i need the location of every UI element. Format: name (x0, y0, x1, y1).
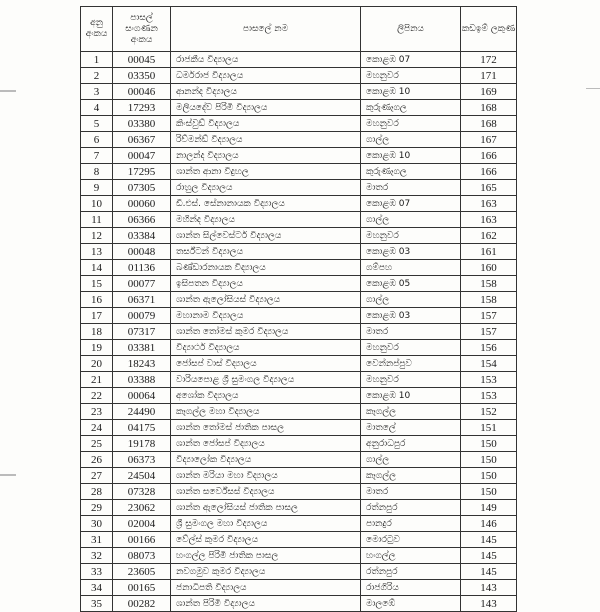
address-cell: කොළඹ 05 (361, 276, 461, 292)
census-code-cell: 00079 (113, 308, 171, 324)
table-row (81, 404, 517, 420)
serial-no-cell: 21 (81, 372, 113, 388)
table-row (81, 100, 517, 116)
address-cell: ගාල්ල (361, 452, 461, 468)
serial-no-cell: 23 (81, 404, 113, 420)
address-cell: වෙන්නප්පුව (361, 356, 461, 372)
table-row (81, 324, 517, 340)
table-row (81, 68, 517, 84)
serial-no-cell: 29 (81, 500, 113, 516)
address-cell: මොරටුව (361, 532, 461, 548)
census-code-cell: 24490 (113, 404, 171, 420)
cutoff-mark-cell: 150 (461, 436, 517, 452)
address-cell: ගාල්ල (361, 212, 461, 228)
table-row (81, 116, 517, 132)
table-row (81, 196, 517, 212)
census-code-cell: 03350 (113, 68, 171, 84)
cutoff-mark-cell: 154 (461, 356, 517, 372)
serial-no-cell: 34 (81, 580, 113, 596)
address-cell: කොළඹ 10 (361, 388, 461, 404)
census-code-cell: 17293 (113, 100, 171, 116)
census-code-cell: 07305 (113, 180, 171, 196)
address-cell: රත්නපුර (361, 564, 461, 580)
address-cell: කොළඹ 07 (361, 52, 461, 68)
census-code-cell: 00045 (113, 52, 171, 68)
table-row (81, 164, 517, 180)
serial-no-cell: 10 (81, 196, 113, 212)
table-row (81, 52, 517, 68)
school-name-cell: ශාන්ත ආනා විදුහල (171, 164, 361, 180)
header-census-code: පාසල් සංගණන අංකය (113, 7, 171, 52)
table-row (81, 372, 517, 388)
table-row (81, 228, 517, 244)
address-cell: මාතලේ (361, 420, 461, 436)
school-name-cell: ඩී.එස්. සේනානායක විද්‍යාලය (171, 196, 361, 212)
census-code-cell: 00165 (113, 580, 171, 596)
school-name-cell: හංගල්ල පිරිමි ජාතික පාසල (171, 548, 361, 564)
cutoff-mark-cell: 143 (461, 580, 517, 596)
table-row (81, 388, 517, 404)
census-code-cell: 03380 (113, 116, 171, 132)
address-cell: කුරුණෑගල (361, 100, 461, 116)
school-name-cell: රාජකීය විද්‍යාලය (171, 52, 361, 68)
cutoff-mark-cell: 145 (461, 548, 517, 564)
school-name-cell: නාලන්ද විද්‍යාලය (171, 148, 361, 164)
fold-mark (586, 88, 600, 89)
serial-no-cell: 12 (81, 228, 113, 244)
serial-no-cell: 1 (81, 52, 113, 68)
serial-no-cell: 19 (81, 340, 113, 356)
school-name-cell: ශාන්ත මරියා මහා විද්‍යාලය (171, 468, 361, 484)
address-cell: හංගල්ල (361, 548, 461, 564)
serial-no-cell: 26 (81, 452, 113, 468)
school-name-cell: ශාන්ත සර්වේසස් විද්‍යාලය (171, 484, 361, 500)
school-name-cell: බණ්ඩාරනායක විද්‍යාලය (171, 260, 361, 276)
table-row (81, 308, 517, 324)
census-code-cell: 06371 (113, 292, 171, 308)
school-name-cell: ශාන්ත ඇලෝසියස් ජාතික පාසල (171, 500, 361, 516)
cutoff-mark-cell: 150 (461, 484, 517, 500)
cutoff-mark-cell: 157 (461, 324, 517, 340)
address-cell: කොළඹ 10 (361, 84, 461, 100)
school-name-cell: ජෝසප් වාස් විද්‍යාලය (171, 356, 361, 372)
serial-no-cell: 13 (81, 244, 113, 260)
table-row (81, 84, 517, 100)
serial-no-cell: 2 (81, 68, 113, 84)
cutoff-mark-cell: 143 (461, 596, 517, 612)
table-row (81, 468, 517, 484)
table-row (81, 436, 517, 452)
school-name-cell: කිංස්වුඩ් විද්‍යාලය (171, 116, 361, 132)
serial-no-cell: 6 (81, 132, 113, 148)
serial-no-cell: 24 (81, 420, 113, 436)
census-code-cell: 23605 (113, 564, 171, 580)
address-cell: ගම්පහ (361, 260, 461, 276)
serial-no-cell: 3 (81, 84, 113, 100)
cutoff-mark-cell: 163 (461, 196, 517, 212)
census-code-cell: 03381 (113, 340, 171, 356)
serial-no-cell: 30 (81, 516, 113, 532)
serial-no-cell: 14 (81, 260, 113, 276)
school-name-cell: ශාන්ත ජෝසප් විද්‍යාලය (171, 436, 361, 452)
cutoff-mark-cell: 166 (461, 164, 517, 180)
school-cutoff-table (80, 6, 517, 612)
address-cell: මහනුවර (361, 228, 461, 244)
school-name-cell: ආනන්ද විද්‍යාලය (171, 84, 361, 100)
cutoff-mark-cell: 171 (461, 68, 517, 84)
cutoff-mark-cell: 152 (461, 404, 517, 420)
document-sheet (80, 6, 516, 612)
address-cell: ගාල්ල (361, 132, 461, 148)
table-row (81, 500, 517, 516)
binding-mark (0, 474, 16, 476)
cutoff-mark-cell: 165 (461, 180, 517, 196)
table-row (81, 292, 517, 308)
serial-no-cell: 17 (81, 308, 113, 324)
address-cell: මහනුවර (361, 68, 461, 84)
cutoff-mark-cell: 149 (461, 500, 517, 516)
address-cell: රත්නපුර (361, 500, 461, 516)
census-code-cell: 00047 (113, 148, 171, 164)
serial-no-cell: 25 (81, 436, 113, 452)
census-code-cell: 00077 (113, 276, 171, 292)
census-code-cell: 24504 (113, 468, 171, 484)
header-serial-no: අනු අංකය (81, 7, 113, 52)
school-name-cell: විද්‍යාර්ථ විද්‍යාලය (171, 340, 361, 356)
serial-no-cell: 7 (81, 148, 113, 164)
cutoff-mark-cell: 172 (461, 52, 517, 68)
address-cell: කොළඹ 07 (361, 196, 461, 212)
cutoff-mark-cell: 156 (461, 340, 517, 356)
address-cell: කොළඹ 03 (361, 244, 461, 260)
school-name-cell: වේල්ස් කුමර විද්‍යාලය (171, 532, 361, 548)
table-row (81, 276, 517, 292)
serial-no-cell: 18 (81, 324, 113, 340)
cutoff-mark-cell: 158 (461, 276, 517, 292)
school-name-cell: කෑගල්ල මහා විද්‍යාලය (171, 404, 361, 420)
cutoff-mark-cell: 157 (461, 308, 517, 324)
census-code-cell: 02004 (113, 516, 171, 532)
serial-no-cell: 35 (81, 596, 113, 612)
census-code-cell: 03384 (113, 228, 171, 244)
table-row (81, 180, 517, 196)
census-code-cell: 01136 (113, 260, 171, 276)
address-cell: මාතර (361, 484, 461, 500)
school-name-cell: රිච්මන්ඩ් විද්‍යාලය (171, 132, 361, 148)
table-row (81, 260, 517, 276)
school-name-cell: ශ්‍රී සුමංගල මහා විද්‍යාලය (171, 516, 361, 532)
table-row (81, 452, 517, 468)
cutoff-mark-cell: 150 (461, 468, 517, 484)
census-code-cell: 00046 (113, 84, 171, 100)
serial-no-cell: 11 (81, 212, 113, 228)
school-name-cell: තර්ස්ටන් විද්‍යාලය (171, 244, 361, 260)
census-code-cell: 08073 (113, 548, 171, 564)
header-cutoff-mark: කඩඉම් ලකුණ (461, 7, 517, 52)
serial-no-cell: 5 (81, 116, 113, 132)
census-code-cell: 00282 (113, 596, 171, 612)
serial-no-cell: 27 (81, 468, 113, 484)
census-code-cell: 23062 (113, 500, 171, 516)
address-cell: මහනුවර (361, 372, 461, 388)
cutoff-mark-cell: 160 (461, 260, 517, 276)
address-cell: මහනුවර (361, 340, 461, 356)
cutoff-mark-cell: 146 (461, 516, 517, 532)
cutoff-mark-cell: 150 (461, 452, 517, 468)
cutoff-mark-cell: 168 (461, 116, 517, 132)
table-row (81, 132, 517, 148)
address-cell: මහනුවර (361, 116, 461, 132)
serial-no-cell: 8 (81, 164, 113, 180)
table-row (81, 580, 517, 596)
cutoff-mark-cell: 153 (461, 388, 517, 404)
address-cell: පානදුර (361, 516, 461, 532)
census-code-cell: 06366 (113, 212, 171, 228)
serial-no-cell: 32 (81, 548, 113, 564)
table-row (81, 356, 517, 372)
address-cell: මාතර (361, 324, 461, 340)
census-code-cell: 17295 (113, 164, 171, 180)
census-code-cell: 06373 (113, 452, 171, 468)
census-code-cell: 03388 (113, 372, 171, 388)
census-code-cell: 00048 (113, 244, 171, 260)
census-code-cell: 00060 (113, 196, 171, 212)
serial-no-cell: 20 (81, 356, 113, 372)
school-name-cell: ශාන්ත තෝමස් කුමර විද්‍යාලය (171, 324, 361, 340)
cutoff-mark-cell: 158 (461, 292, 517, 308)
school-name-cell: විද්‍යාලෝක විද්‍යාලය (171, 452, 361, 468)
census-code-cell: 19178 (113, 436, 171, 452)
table-header-row (81, 7, 517, 52)
cutoff-mark-cell: 162 (461, 228, 517, 244)
census-code-cell: 04175 (113, 420, 171, 436)
table-row (81, 212, 517, 228)
school-name-cell: ඉසිපතන විද්‍යාලය (171, 276, 361, 292)
school-name-cell: ශාන්ත පිරිමි විද්‍යාලය (171, 596, 361, 612)
school-name-cell: ශාන්ත තෝමස් ජාතික පාසල (171, 420, 361, 436)
census-code-cell: 07328 (113, 484, 171, 500)
census-code-cell: 07317 (113, 324, 171, 340)
serial-no-cell: 33 (81, 564, 113, 580)
school-name-cell: මලියදේව පිරිමි විද්‍යාලය (171, 100, 361, 116)
cutoff-mark-cell: 167 (461, 132, 517, 148)
address-cell: රාජගිරිය (361, 580, 461, 596)
serial-no-cell: 4 (81, 100, 113, 116)
address-cell: මාලඹේ (361, 596, 461, 612)
address-cell: මාතර (361, 180, 461, 196)
table-row (81, 532, 517, 548)
school-name-cell: ධර්මරාජ විද්‍යාලය (171, 68, 361, 84)
header-school-name: පාසලේ නම (171, 7, 361, 52)
address-cell: කොළඹ 10 (361, 148, 461, 164)
school-name-cell: මහානාම විද්‍යාලය (171, 308, 361, 324)
cutoff-mark-cell: 169 (461, 84, 517, 100)
cutoff-mark-cell: 166 (461, 148, 517, 164)
census-code-cell: 18243 (113, 356, 171, 372)
serial-no-cell: 9 (81, 180, 113, 196)
school-name-cell: ශාන්ත ඇලෝසියස් විද්‍යාලය (171, 292, 361, 308)
census-code-cell: 00166 (113, 532, 171, 548)
cutoff-mark-cell: 161 (461, 244, 517, 260)
header-address: ලිපිනය (361, 7, 461, 52)
table-row (81, 548, 517, 564)
school-name-cell: වාරියපොළ ශ්‍රී සුමංගල විද්‍යාලය (171, 372, 361, 388)
binding-mark (0, 90, 16, 92)
census-code-cell: 00064 (113, 388, 171, 404)
school-name-cell: අශෝක විද්‍යාලය (171, 388, 361, 404)
address-cell: කෑගල්ල (361, 468, 461, 484)
serial-no-cell: 22 (81, 388, 113, 404)
address-cell: කුරුණෑගල (361, 164, 461, 180)
address-cell: කෑගල්ල (361, 404, 461, 420)
school-name-cell: ජනාධිපති විද්‍යාලය (171, 580, 361, 596)
address-cell: ගාල්ල (361, 292, 461, 308)
address-cell: අනුරාධපුර (361, 436, 461, 452)
table-row (81, 420, 517, 436)
table-row (81, 516, 517, 532)
serial-no-cell: 28 (81, 484, 113, 500)
census-code-cell: 06367 (113, 132, 171, 148)
cutoff-mark-cell: 153 (461, 372, 517, 388)
cutoff-mark-cell: 145 (461, 532, 517, 548)
address-cell: කොළඹ 03 (361, 308, 461, 324)
cutoff-mark-cell: 168 (461, 100, 517, 116)
cutoff-mark-cell: 145 (461, 564, 517, 580)
cutoff-mark-cell: 163 (461, 212, 517, 228)
table-row (81, 596, 517, 612)
table-row (81, 340, 517, 356)
serial-no-cell: 16 (81, 292, 113, 308)
table-row (81, 564, 517, 580)
school-name-cell: මහින්ද විද්‍යාලය (171, 212, 361, 228)
table-row (81, 484, 517, 500)
serial-no-cell: 15 (81, 276, 113, 292)
school-name-cell: රාහුල විද්‍යාලය (171, 180, 361, 196)
cutoff-mark-cell: 151 (461, 420, 517, 436)
school-name-cell: ශාන්ත සිල්වෙස්ටර් විද්‍යාලය (171, 228, 361, 244)
serial-no-cell: 31 (81, 532, 113, 548)
table-row (81, 244, 517, 260)
table-row (81, 148, 517, 164)
school-name-cell: නවගමුව කුමර විද්‍යාලය (171, 564, 361, 580)
